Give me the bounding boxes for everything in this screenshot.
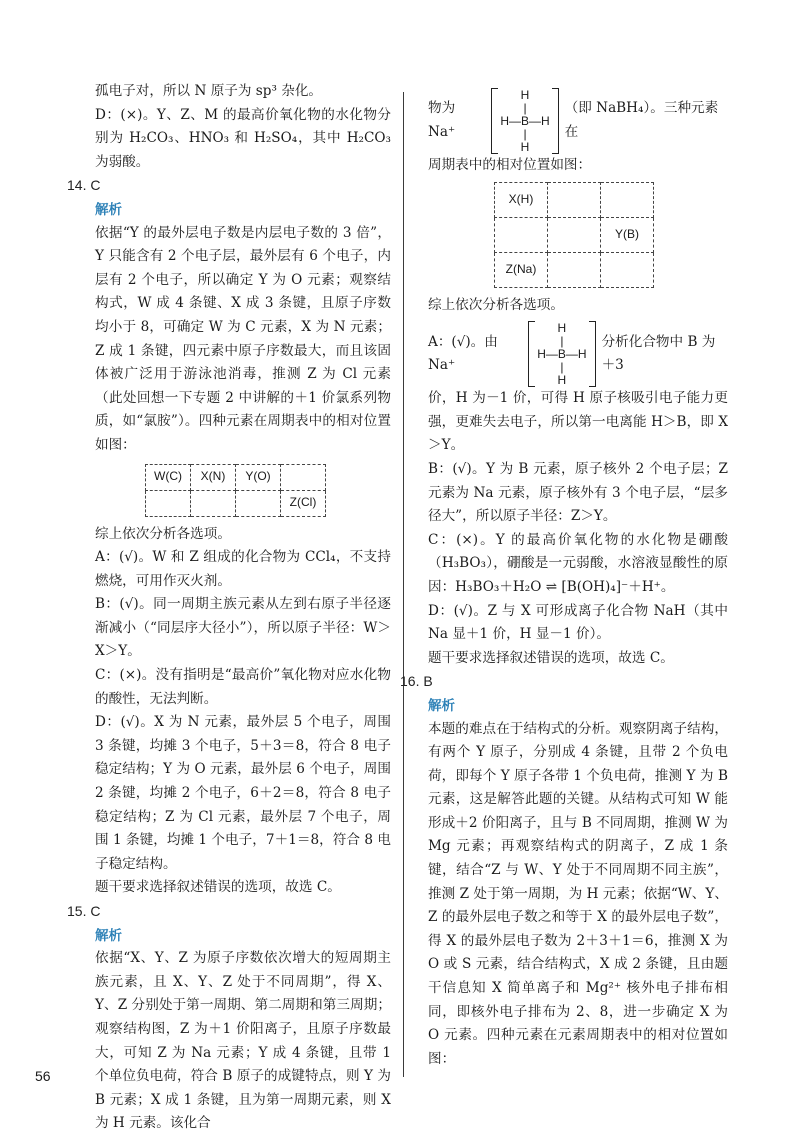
atom-mid: H—B—H bbox=[500, 113, 550, 128]
cell bbox=[495, 217, 548, 252]
option-d: D：(√)。X 为 N 元素，最外层 5 个电子，周围 3 条键，均摊 3 个电子，5＋3＝8，符合 8 电子稳定结构；Y 为 O 元素，最外层 6 个电子，周围 2 条键，均摊 2 个电子，6＋2＝8，符合 8 电子稳定结构；Z 为 Cl 元素，最外层 7 个电子，周围 1 条键，均摊 1 个电子，7＋1＝8，符合 8 电子稳定结构。 bbox=[95, 714, 391, 872]
question-14-number: 14. C bbox=[67, 177, 101, 194]
cell bbox=[548, 252, 601, 287]
struct-line bbox=[428, 88, 728, 154]
option-a-cont: 价，H 为－1 价，可得 H 原子核吸引电子能力更强，更难失去电子，所以第一电离能 H＞B，即 X＞Y。 bbox=[428, 390, 728, 454]
bracket-left bbox=[528, 321, 535, 387]
text-line: 周期表中的相对位置如图： bbox=[428, 157, 592, 173]
cell: Z(Na) bbox=[495, 252, 548, 287]
cell: X(N) bbox=[191, 464, 236, 490]
conclusion: 题干要求选择叙述错误的选项，故选 C。 bbox=[95, 879, 341, 896]
cell bbox=[601, 252, 654, 287]
bracket-right bbox=[552, 88, 559, 154]
atom-top: H bbox=[557, 320, 567, 335]
question-16-number: 16. B bbox=[400, 673, 433, 690]
summary-line: 综上依次分析各选项。 bbox=[428, 296, 564, 313]
text-fragment: （即 NaBH₄）。三种元素在 bbox=[564, 100, 719, 140]
text-line: 孤电子对，所以 N 原子为 sp³ 杂化。 bbox=[95, 83, 323, 99]
structure-formula: H | H—B—H | H bbox=[537, 320, 587, 387]
option-b: B：(√)。Y 为 B 元素，原子核外 2 个电子层；Z 元素为 Na 元素，原子核外有 3 个电子层，“层多径大”，所以原子半径：Z＞Y。 bbox=[428, 460, 728, 525]
page-number: 56 bbox=[35, 1068, 51, 1084]
text-fragment: 物为 Na⁺ bbox=[428, 100, 456, 140]
atom-bot: H bbox=[557, 372, 567, 387]
text-fragment: 分析化合物中 B 为＋3 bbox=[601, 333, 716, 374]
periodic-table-14 bbox=[145, 464, 326, 517]
cell bbox=[281, 464, 326, 490]
atom-bot: H bbox=[520, 139, 530, 154]
right-column bbox=[400, 87, 728, 1071]
bracket-right bbox=[589, 321, 596, 387]
cell bbox=[548, 182, 601, 217]
option-c: C：(×)。Y 的最高价氧化物的水化物是硼酸（H₃BO₃），硼酸是一元弱酸，水溶液显酸性的原因：H₃BO₃＋H₂O ⇌ [B(OH)₄]⁻＋H⁺。 bbox=[428, 531, 728, 595]
cell bbox=[548, 217, 601, 252]
q16-paragraph: 本题的难点在于结构式的分析。观察阴离子结构，有两个 Y 原子，分别成 4 条键，且带 2 个负电荷，即每个 Y 原子各带 1 个负电荷，推测 Y 为 B 元素，这是解答此题的关键。从结构式可知 W 能形成＋2 价阳离子，且与 B 不同周期，推测 W 为 Mg 元素；再观察结构式的阴离子，Z 成 1 条键，结合“Z 与 W、Y 处于不同周期不同主族”，推测 Z 处于第一周期，为 H 元素；依据“W、Y、Z 的最外层电子数之和等于 X 的最外层电子数”，得 X 的最外层电子数为 2＋3＋1＝6，推测 X 为 O 或 S 元素，结合结构式，X 成 2 条键，且由题干信息知 X 简单离子和 Mg²⁺ 核外电子排布相同，即核外电子排布为 2、8，进一步确定 X 为 O 元素。四种元素在元素周期表中的相对位置如图： bbox=[428, 720, 728, 1067]
column-divider bbox=[403, 92, 404, 1077]
q15-paragraph: 依据“X、Y、Z 为原子序数依次增大的短周期主族元素，且 X、Y、Z 处于不同周期”，得 X、Y、Z 分别处于第一周期、第二周期和第三周期；观察结构图，Z 为＋1 价阳离子，且原子序数最大，可知 Z 为 Na 元素；Y 成 4 条键，且带 1 个单位负电荷，符合 B 原子的成键特点，则 Y 为 B 元素；X 成 1 条键，且为第一周期元素，则 X 为 H 元素。该化合 bbox=[95, 950, 391, 1132]
summary-line: 综上依次分析各选项。 bbox=[95, 525, 231, 542]
option-c: C：(×)。没有指明是“最高价”氧化物对应水化物的酸性，无法判断。 bbox=[95, 667, 391, 707]
analysis-heading: 解析 bbox=[428, 697, 455, 713]
cell: Y(O) bbox=[236, 464, 281, 490]
analysis-heading: 解析 bbox=[95, 201, 122, 217]
conclusion: 题干要求选择叙述错误的选项，故选 C。 bbox=[428, 649, 674, 666]
option-d-prev: D：(×)。Y、Z、M 的最高价氧化物的水化物分别为 H₂CO₃、HNO₃ 和 H₂SO₄，其中 H₂CO₃ 为弱酸。 bbox=[95, 106, 391, 170]
text-fragment: A：(√)。由 Na⁺ bbox=[428, 333, 498, 374]
cell bbox=[236, 490, 281, 516]
analysis-heading: 解析 bbox=[95, 927, 122, 943]
atom-mid: H—B—H bbox=[537, 346, 587, 361]
option-a: A：(√)。W 和 Z 组成的化合物为 CCl₄，不支持燃烧，可用作灭火剂。 bbox=[95, 549, 391, 589]
bracket-left bbox=[491, 88, 498, 154]
nabh4-structure bbox=[528, 321, 595, 387]
cell: W(C) bbox=[146, 464, 191, 490]
atom-top: H bbox=[520, 87, 530, 102]
cell: Z(Cl) bbox=[281, 490, 326, 516]
left-column bbox=[67, 80, 391, 1136]
periodic-table-15 bbox=[494, 182, 654, 288]
cell bbox=[146, 490, 191, 516]
option-a-line bbox=[428, 321, 728, 387]
cell bbox=[191, 490, 236, 516]
option-b: B：(√)。同一周期主族元素从左到右原子半径逐渐减小（“同层序大径小”），所以原子半径：W＞X＞Y。 bbox=[95, 596, 391, 660]
cell bbox=[601, 182, 654, 217]
q14-paragraph: 依据“Y 的最外层电子数是内层电子数的 3 倍”，Y 只能含有 2 个电子层，最外层有 6 个电子，内层有 2 个电子，所以确定 Y 为 O 元素；观察结构式，W 成 4 条键、X 成 3 条键，且原子序数均小于 8，可确定 W 为 C 元素，X 为 N 元素；Z 成 1 条键，四元素中原子序数最大，而且该固体被广泛用于游泳池消毒，推测 Z 为 Cl 元素（此处回想一下专题 2 中讲解的＋1 价氯系列物质，如“氯胺”）。四种元素在周期表中的相对位置如图： bbox=[95, 224, 391, 453]
cell: Y(B) bbox=[601, 217, 654, 252]
cell: X(H) bbox=[495, 182, 548, 217]
option-d: D：(√)。Z 与 X 可形成离子化合物 NaH（其中 Na 显＋1 价，H 显－1 价）。 bbox=[428, 602, 728, 643]
nabh4-structure bbox=[491, 88, 558, 154]
question-15-number: 15. C bbox=[67, 903, 101, 919]
structure-formula: H | H—B—H | H bbox=[500, 87, 550, 154]
